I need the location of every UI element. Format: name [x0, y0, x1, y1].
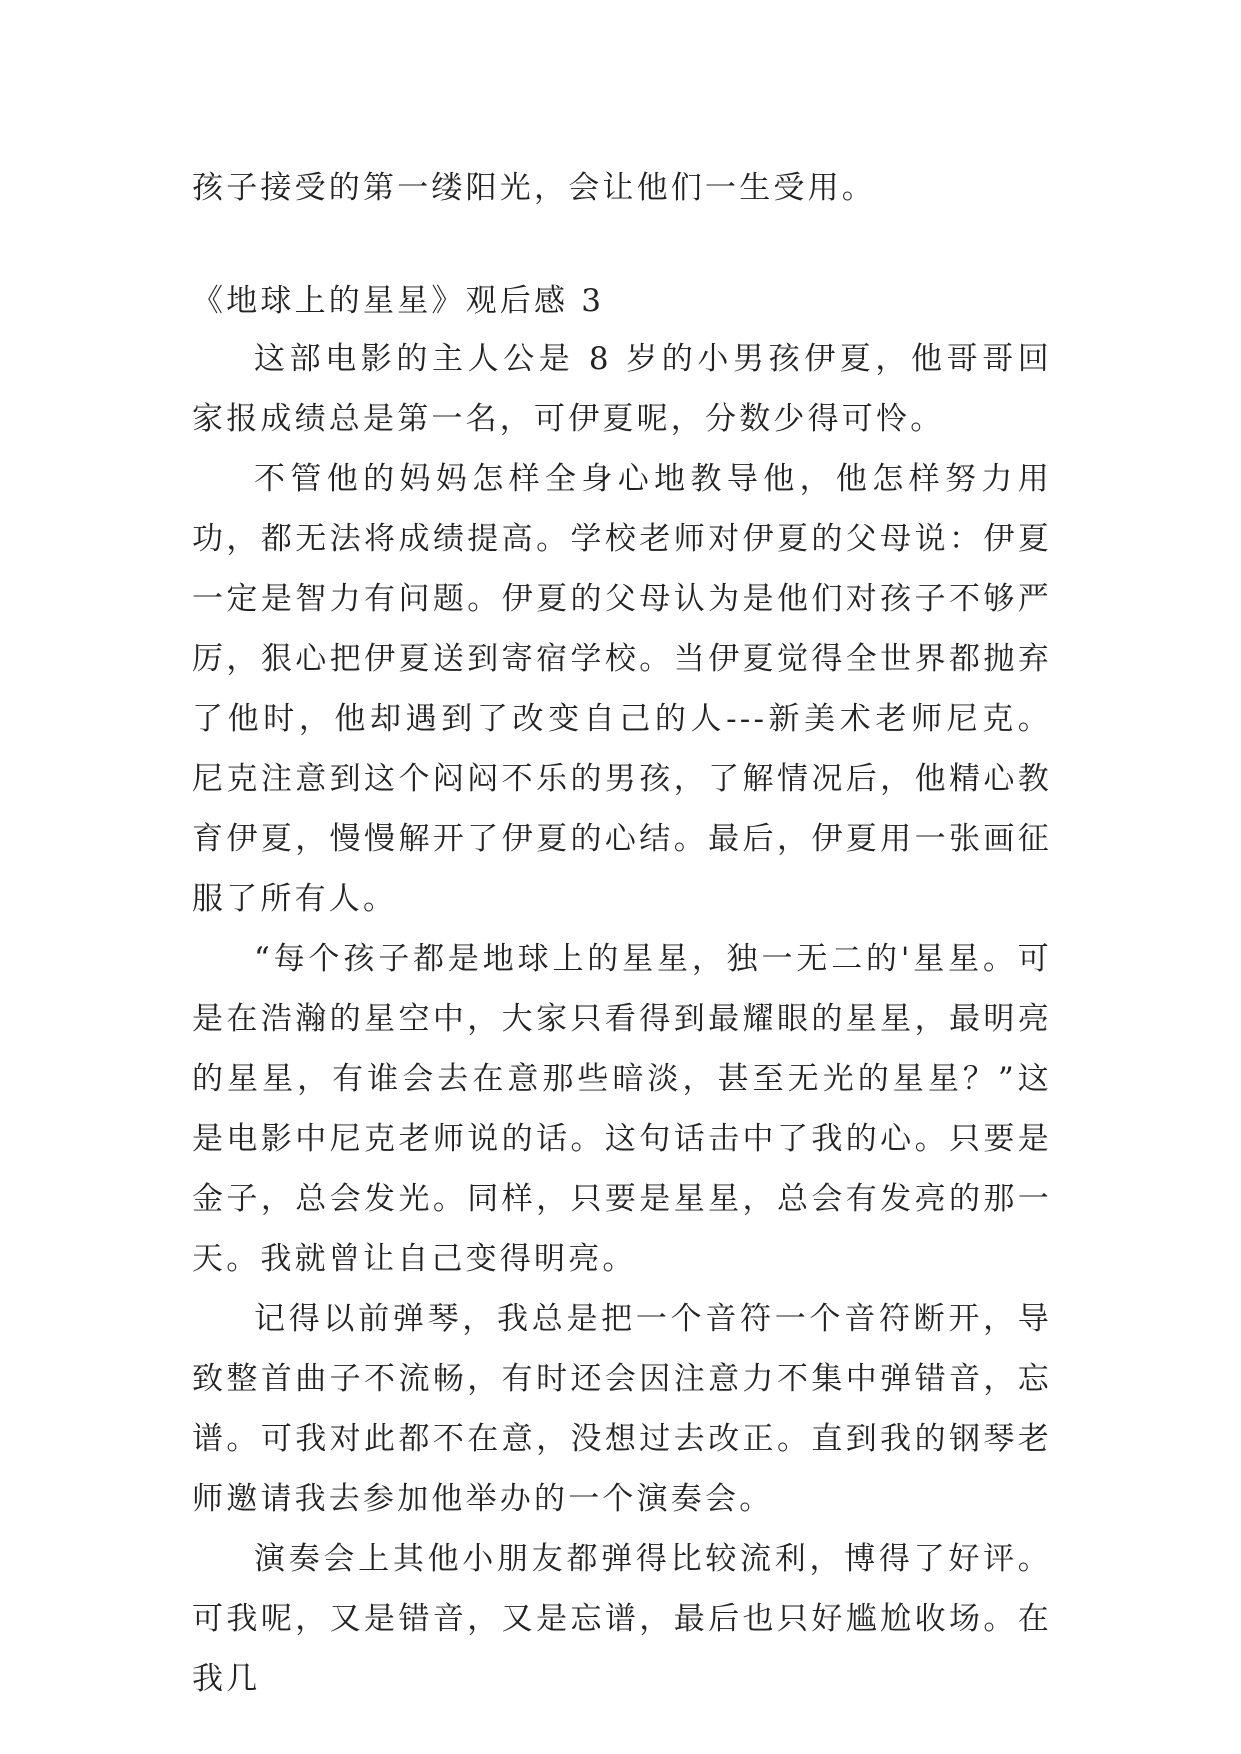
carryover-line: 孩子接受的第一缕阳光，会让他们一生受用。	[192, 170, 876, 206]
paragraph-1: 这部电影的主人公是 8 岁的小男孩伊夏，他哥哥回家报成绩总是第一名，可伊夏呢，分数少得可怜。	[192, 341, 1052, 437]
paragraph-2: 不管他的妈妈怎样全身心地教导他，他怎样努力用功，都无法将成绩提高。学校老师对伊夏的父母说：伊夏一定是智力有问题。伊夏的父母认为是他们对孩子不够严厉，狠心把伊夏送到寄宿学校。当伊夏觉得全世界都抛弃了他时，他却遇到了改变自己的人---新美术老师尼克。尼克注意到这个闷闷不乐的男孩，了解情况后，他精心教育伊夏，慢慢解开了伊夏的心结。最后，伊夏用一张画征服了所有人。	[192, 461, 1052, 917]
paragraph-3: “每个孩子都是地球上的星星，独一无二的'星星。可是在浩瀚的星空中，大家只看得到最耀眼的星星，最明亮的星星，有谁会去在意那些暗淡，甚至无光的星星？”这是电影中尼克老师说的话。这句话击中了我的心。只要是金子，总会发光。同样，只要是星星，总会有发亮的那一天。我就曾让自己变得明亮。	[192, 941, 1052, 1277]
carryover-text-block	[192, 158, 1052, 218]
paragraph-4: 记得以前弹琴，我总是把一个音符一个音符断开，导致整首曲子不流畅，有时还会因注意力不集中弹错音，忘谱。可我对此都不在意，没想过去改正。直到我的钢琴老师邀请我去参加他举办的一个演奏会。	[192, 1301, 1052, 1517]
body-text	[192, 329, 1052, 1709]
section-heading-block	[192, 271, 1052, 331]
paragraph-5: 演奏会上其他小朋友都弹得比较流利，博得了好评。可我呢，又是错音，又是忘谱，最后也只好尴尬收场。在我几	[192, 1541, 1052, 1697]
section-heading: 《地球上的星星》观后感 3	[192, 283, 605, 319]
